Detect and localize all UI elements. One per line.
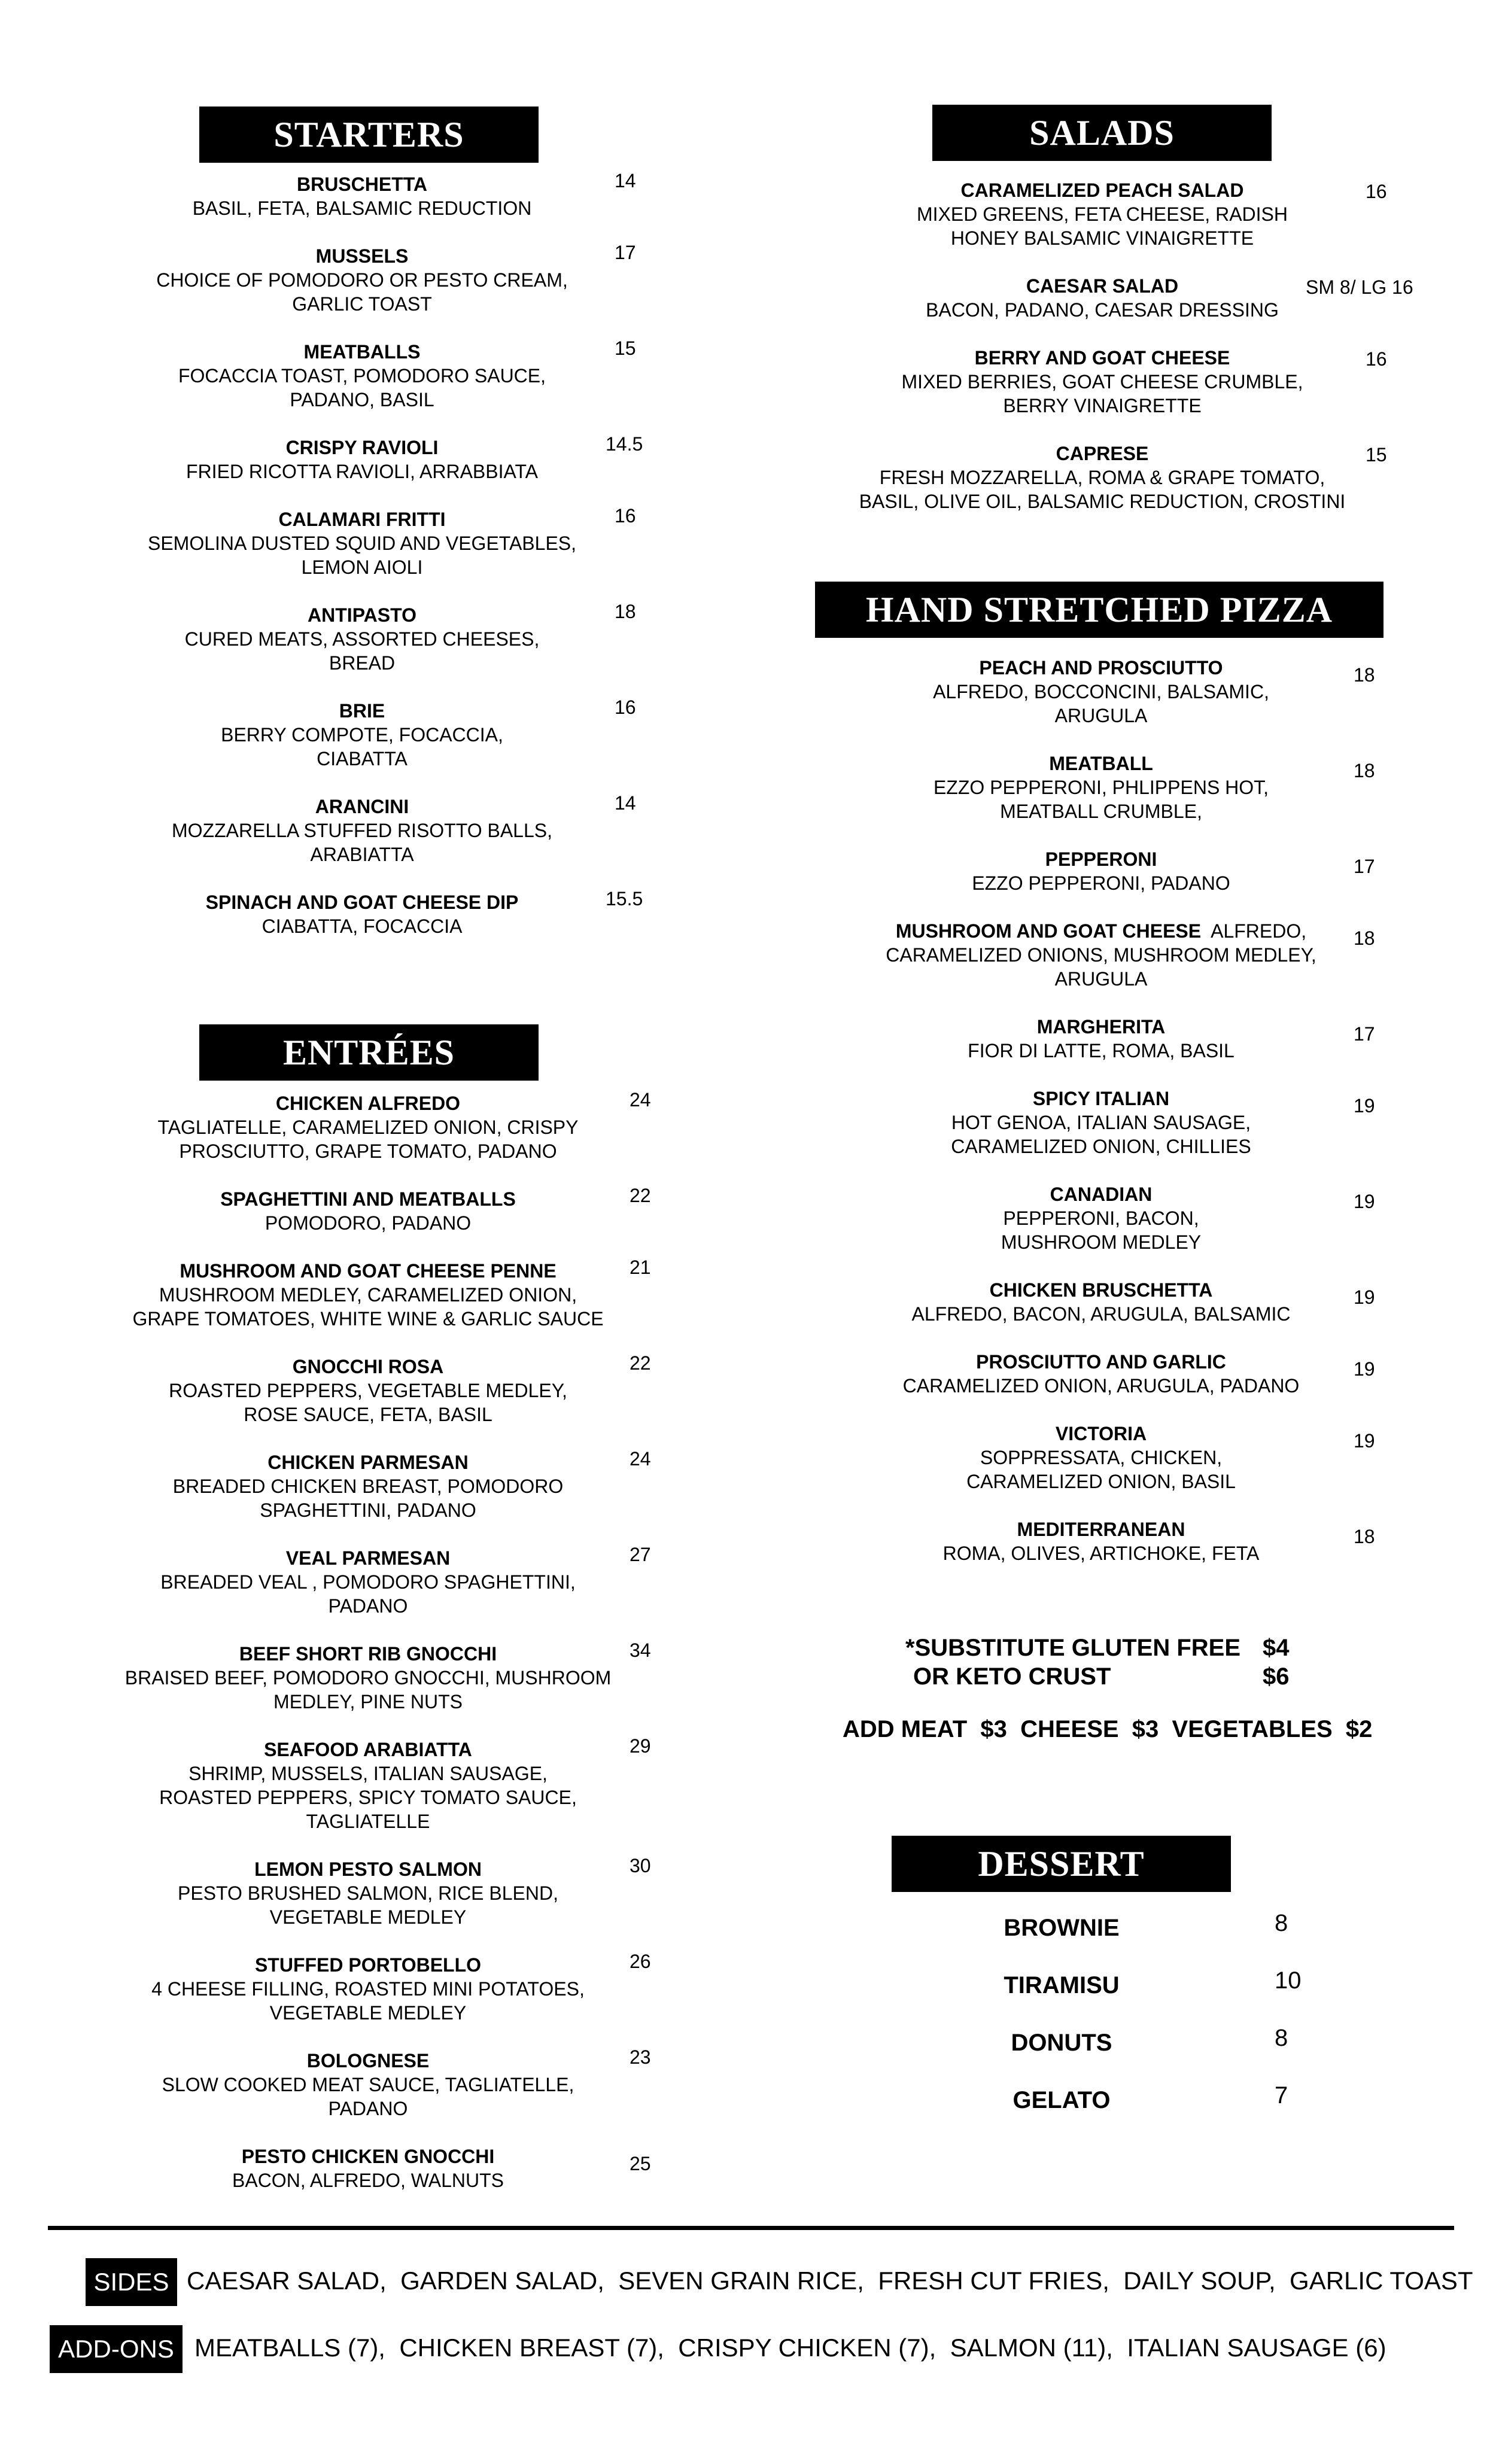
pizza-item-name: CHICKEN BRUSCHETTA [989,1279,1213,1301]
starter-item [117,603,607,675]
starter-item-desc1: BERRY COMPOTE, FOCACCIA, [221,724,503,746]
pizza-item-desc1: FIOR DI LATTE, ROMA, BASIL [968,1040,1234,1061]
entree-item [105,1857,631,1929]
entree-item-price: 22 [630,1185,651,1206]
salad-item-price: SM 8/ LG 16 [1306,276,1413,298]
entree-item-desc2: VEGETABLE MEDLEY [269,1906,467,1928]
entree-item-desc1: 4 CHEESE FILLING, ROASTED MINI POTATOES, [151,1978,585,2000]
entree-item [105,1450,631,1522]
entree-item-price: 21 [630,1257,651,1278]
pizza-item-desc1: HOT GENOA, ITALIAN SAUSAGE, [951,1112,1251,1133]
pizza-item-name: PEACH AND PROSCIUTTO [979,657,1223,679]
salad-item [833,442,1372,513]
entree-item-desc1: BREADED VEAL , POMODORO SPAGHETTINI, [160,1571,576,1593]
entree-item-desc1: BREADED CHICKEN BREAST, POMODORO [172,1476,564,1497]
entree-item-desc1: BACON, ALFREDO, WALNUTS [232,2170,504,2191]
salad-item [833,274,1372,322]
starter-item [117,507,607,579]
pizza-item-desc2: MEATBALL CRUMBLE, [1000,801,1202,822]
pizza-item [856,1087,1346,1158]
addons-text: MEATBALLS (7), CHICKEN BREAST (7), CRISPY CHICKEN (7), SALMON (11), ITALIAN SAUSAGE (6) [194,2334,1386,2362]
starter-item-desc2: CIABATTA [317,748,408,769]
entree-item-price: 25 [630,2153,651,2174]
pizza-item-price: 19 [1354,1430,1375,1452]
entree-item-name: SEAFOOD ARABIATTA [264,1739,472,1760]
pizza-item-desc1: EZZO PEPPERONI, PADANO [972,872,1230,894]
pizza-item-desc1: PEPPERONI, BACON, [1003,1207,1199,1229]
entree-item-desc1: POMODORO, PADANO [264,1212,472,1234]
starter-item [117,244,607,316]
pizza-item-name: CANADIAN [1050,1184,1153,1205]
entree-item-desc1: ROASTED PEPPERS, VEGETABLE MEDLEY, [169,1380,567,1401]
pizza-item-desc1: SOPPRESSATA, CHICKEN, [980,1447,1223,1468]
starter-item-price: 16 [615,696,636,718]
entree-item-desc1: TAGLIATELLE, CARAMELIZED ONION, CRISPY [157,1117,579,1138]
entree-item [105,1187,631,1235]
pizza-item [856,752,1346,823]
starter-item-desc2: PADANO, BASIL [290,389,434,410]
starter-item-price: 14 [615,170,636,191]
entree-item-desc1: SHRIMP, MUSSELS, ITALIAN SAUSAGE, [188,1763,548,1784]
starter-item [117,340,607,412]
entree-item-desc2: SPAGHETTINI, PADANO [260,1499,476,1521]
starter-item-price: 17 [615,242,636,263]
starter-item-desc1: FOCACCIA TOAST, POMODORO SAUCE, [178,365,546,387]
entree-item-desc1: BRAISED BEEF, POMODORO GNOCCHI, MUSHROOM [124,1667,612,1689]
entree-item [105,1546,631,1618]
pizza-item-desc2: MUSHROOM MEDLEY [1001,1231,1202,1253]
pizza-item-desc2: ARUGULA [1054,968,1148,990]
starter-item-name: CRISPY RAVIOLI [285,437,439,458]
starter-item-name: CALAMARI FRITTI [278,509,446,530]
starter-item [117,172,607,220]
entree-item-name: GNOCCHI ROSA [292,1356,444,1377]
pizza-item-price: 18 [1354,664,1375,686]
pizza-item-desc1: CARAMELIZED ONION, ARUGULA, PADANO [902,1375,1300,1397]
pizza-item-price: 17 [1354,1023,1375,1045]
pizza-item [856,1278,1346,1326]
salad-item-name: CARAMELIZED PEACH SALAD [960,180,1244,201]
entree-item-name: CHICKEN PARMESAN [267,1452,469,1473]
entrees-header: ENTRÉES [199,1024,539,1081]
salad-item-name: CAPRESE [1056,443,1149,464]
entree-item-desc3: TAGLIATELLE [306,1811,430,1832]
salad-item-price: 15 [1366,444,1387,466]
entree-item-price: 23 [630,2046,651,2068]
substitute-price-2: $6 [1263,1663,1290,1690]
dessert-item-name: TIRAMISU [1004,1972,1120,1998]
entree-item-name: STUFFED PORTOBELLO [254,1954,482,1976]
dessert-item-price: 8 [1275,2025,1288,2051]
pizza-item-desc1: EZZO PEPPERONI, PHLIPPENS HOT, [933,777,1269,798]
salad-item [833,178,1372,250]
pizza-item [856,919,1346,991]
entree-item [105,1953,631,2025]
entree-item-price: 26 [630,1951,651,1972]
starter-item-name: ANTIPASTO [308,604,416,626]
salad-item-desc1: MIXED BERRIES, GOAT CHEESE CRUMBLE, [901,371,1303,393]
salad-item-name: CAESAR SALAD [1026,275,1179,297]
pizza-item [856,1422,1346,1493]
salad-item-desc2: BASIL, OLIVE OIL, BALSAMIC REDUCTION, CROSTINI [859,491,1346,512]
sides-label: SIDES [86,2258,177,2306]
entree-item [105,1259,631,1331]
starter-item-desc2: ARABIATTA [310,844,414,865]
starter-item-desc2: GARLIC TOAST [292,293,432,315]
entree-item-desc2: PADANO [328,1595,408,1617]
pizza-item [856,1517,1346,1565]
dessert-item-price: 7 [1275,2082,1288,2109]
salad-item-desc2: HONEY BALSAMIC VINAIGRETTE [950,227,1254,249]
entree-item-name: PESTO CHICKEN GNOCCHI [241,2146,495,2167]
substitute-price-1: $4 [1263,1635,1290,1661]
pizza-item [856,1350,1346,1398]
entree-item-desc2: GRAPE TOMATOES, WHITE WINE & GARLIC SAUCE [132,1308,604,1330]
entree-item-desc2: PROSCIUTTO, GRAPE TOMATO, PADANO [179,1140,557,1162]
pizza-item-desc2: CARAMELIZED ONION, BASIL [966,1471,1236,1492]
starter-item-desc1: SEMOLINA DUSTED SQUID AND VEGETABLES, [147,533,577,554]
starter-item [117,890,607,938]
pizza-item-name: SPICY ITALIAN [1032,1088,1170,1109]
pizza-item-name: MUSHROOM AND GOAT CHEESE [895,920,1202,942]
starter-item [117,436,607,483]
entree-item-name: VEAL PARMESAN [285,1547,451,1569]
sides-text: CAESAR SALAD, GARDEN SALAD, SEVEN GRAIN RICE, FRESH CUT FRIES, DAILY SOUP, GARLIC TOAST [187,2267,1473,2295]
pizza-item-price: 18 [1354,760,1375,781]
entree-item-name: CHICKEN ALFREDO [275,1093,461,1114]
dessert-item-price: 10 [1275,1967,1302,1994]
entree-item-desc2: ROSE SAUCE, FETA, BASIL [244,1404,492,1425]
entree-item [105,2049,631,2121]
entree-item-desc2: ROASTED PEPPERS, SPICY TOMATO SAUCE, [159,1787,577,1808]
starter-item-price: 14 [615,792,636,814]
entree-item-name: BOLOGNESE [306,2050,430,2071]
entree-item-desc2: MEDLEY, PINE NUTS [273,1691,463,1712]
entree-item [105,1355,631,1426]
starter-item-desc1: CURED MEATS, ASSORTED CHEESES, [184,628,540,650]
starter-item-price: 15.5 [606,888,643,909]
entree-item-price: 29 [630,1735,651,1757]
pizza-item-name: MEATBALL [1049,753,1153,774]
salad-item-desc1: MIXED GREENS, FETA CHEESE, RADISH [917,203,1288,225]
pizza-item-desc1: ROMA, OLIVES, ARTICHOKE, FETA [942,1543,1260,1564]
entree-item-price: 24 [630,1089,651,1111]
entree-item-name: BEEF SHORT RIB GNOCCHI [239,1643,497,1665]
pizza-item-desc1: ALFREDO, BACON, ARUGULA, BALSAMIC [911,1303,1291,1325]
starter-item-price: 14.5 [606,433,643,455]
pizza-item-price: 18 [1354,927,1375,949]
starter-item-price: 18 [615,601,636,622]
starter-item-price: 15 [615,337,636,359]
pizza-item-desc2: ARUGULA [1054,705,1148,726]
entree-item-price: 30 [630,1855,651,1876]
pizza-item-name: VICTORIA [1055,1423,1147,1444]
entree-item-name: MUSHROOM AND GOAT CHEESE PENNE [180,1260,557,1282]
pizza-item-price: 19 [1354,1358,1375,1380]
starter-item-desc1: MOZZARELLA STUFFED RISOTTO BALLS, [172,820,552,841]
entree-item-price: 27 [630,1544,651,1565]
salad-item [833,346,1372,418]
entree-item-desc1: MUSHROOM MEDLEY, CARAMELIZED ONION, [159,1284,577,1306]
starter-item [117,699,607,771]
pizza-item-name-line [856,919,1346,943]
entree-item-price: 24 [630,1448,651,1470]
entree-item [105,2144,631,2192]
starter-item [117,795,607,866]
starter-item-desc2: BREAD [329,652,396,674]
divider-rule [48,2226,1454,2230]
entree-item [105,1091,631,1163]
dessert-header: DESSERT [892,1836,1231,1892]
starter-item-name: ARANCINI [315,796,409,817]
starter-item-name: MUSSELS [315,245,409,267]
pizza-item-name: PROSCIUTTO AND GARLIC [976,1351,1226,1373]
entree-item-price: 22 [630,1352,651,1374]
pizza-item-price: 19 [1354,1191,1375,1212]
pizza-item-price: 17 [1354,856,1375,877]
salad-item-desc1: FRESH MOZZARELLA, ROMA & GRAPE TOMATO, [879,467,1325,488]
starter-item-desc1: CIABATTA, FOCACCIA [262,915,463,937]
pizza-item-desc1: ALFREDO, BOCCONCINI, BALSAMIC, [933,681,1269,702]
starter-item-desc1: FRIED RICOTTA RAVIOLI, ARRABBIATA [186,461,538,482]
dessert-item-price: 8 [1275,1910,1288,1936]
starter-item-name: SPINACH AND GOAT CHEESE DIP [205,892,519,913]
pizza-header: HAND STRETCHED PIZZA [815,582,1384,638]
starter-item-desc1: BASIL, FETA, BALSAMIC REDUCTION [192,197,532,219]
starter-item-desc1: CHOICE OF POMODORO OR PESTO CREAM, [156,269,568,291]
salad-item-price: 16 [1366,181,1387,202]
pizza-item-name: MEDITERRANEAN [1017,1519,1185,1540]
salad-item-name: BERRY AND GOAT CHEESE [974,347,1230,369]
addons-label: ADD-ONS [50,2325,183,2373]
entree-item [105,1642,631,1714]
entree-item-desc2: PADANO [328,2098,408,2119]
pizza-item-name: PEPPERONI [1045,848,1157,870]
salad-item-desc1: BACON, PADANO, CAESAR DRESSING [926,299,1279,321]
starter-item-name: BRUSCHETTA [296,174,428,195]
salads-header: SALADS [932,105,1272,161]
pizza-item [856,1015,1346,1063]
entree-item-name: LEMON PESTO SALMON [254,1858,482,1880]
pizza-item-name: MARGHERITA [1036,1016,1166,1038]
entree-item-price: 34 [630,1639,651,1661]
salad-item-desc2: BERRY VINAIGRETTE [1003,395,1202,416]
dessert-item-name: DONUTS [1011,2030,1112,2056]
starter-item-name: MEATBALLS [303,341,421,363]
pizza-item-desc1: CARAMELIZED ONIONS, MUSHROOM MEDLEY, [886,944,1316,966]
starter-item-price: 16 [615,505,636,527]
starter-item-desc2: LEMON AIOLI [301,556,423,578]
starters-header: STARTERS [199,107,539,163]
pizza-item [856,656,1346,728]
pizza-item-desc2: CARAMELIZED ONION, CHILLIES [951,1136,1251,1157]
pizza-item-inline-desc: ALFREDO, [1201,920,1307,942]
pizza-item [856,847,1346,895]
pizza-item-price: 19 [1354,1286,1375,1308]
starter-item-name: BRIE [339,700,385,722]
pizza-item-price: 18 [1354,1526,1375,1547]
substitute-line-1: *SUBSTITUTE GLUTEN FREE [905,1635,1241,1661]
pizza-item [856,1182,1346,1254]
pizza-item-price: 19 [1354,1095,1375,1117]
entree-item-desc1: PESTO BRUSHED SALMON, RICE BLEND, [178,1882,558,1904]
pizza-add-on-line: ADD MEAT $3 CHEESE $3 VEGETABLES $2 [843,1716,1373,1742]
substitute-line-2: OR KETO CRUST [913,1663,1111,1690]
dessert-item-name: GELATO [1012,2087,1111,2113]
entree-item-desc1: SLOW COOKED MEAT SAUCE, TAGLIATELLE, [162,2074,574,2095]
entree-item-desc2: VEGETABLE MEDLEY [269,2002,467,2024]
dessert-item-name: BROWNIE [1004,1915,1120,1941]
salad-item-price: 16 [1366,348,1387,370]
entree-item-name: SPAGHETTINI AND MEATBALLS [220,1188,516,1210]
entree-item [105,1738,631,1833]
